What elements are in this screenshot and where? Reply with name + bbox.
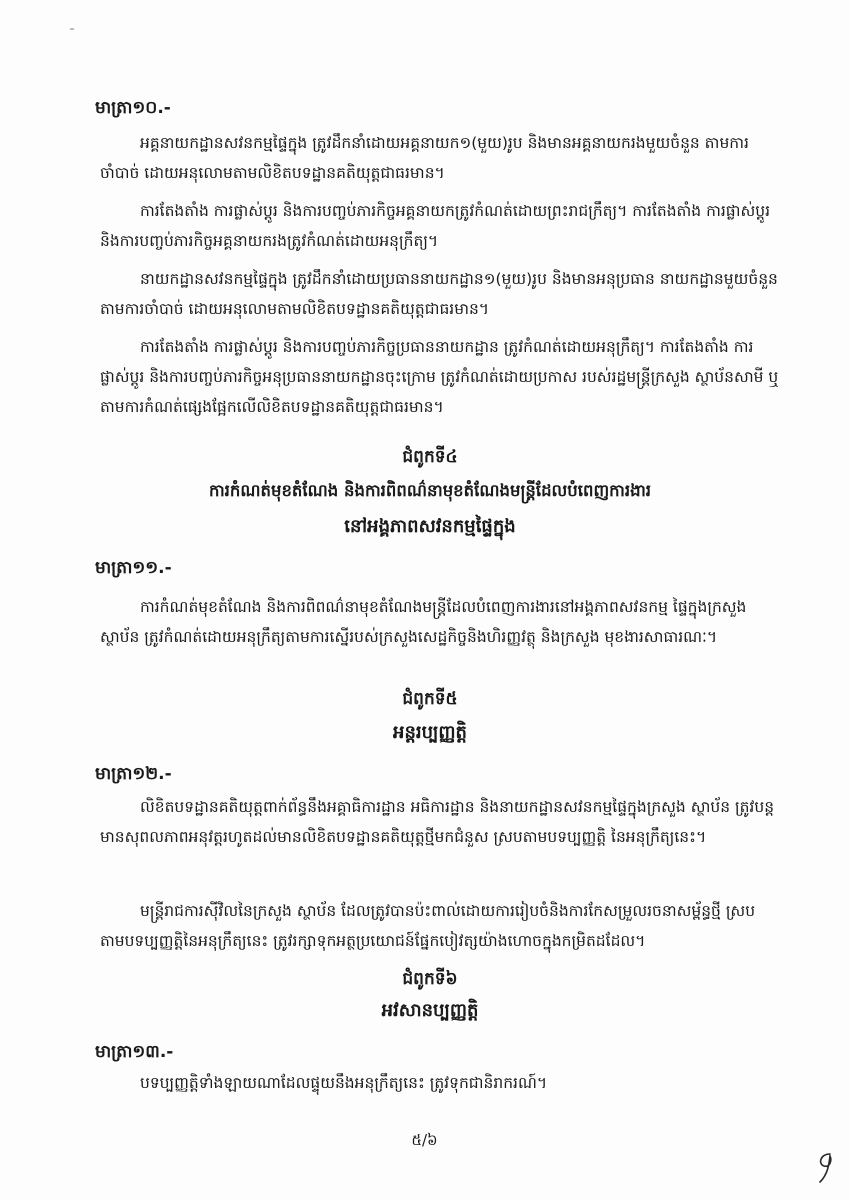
article-12-paragraph-2	[100, 896, 780, 956]
article-11-paragraph-1-text: ការកំណត់មុខតំណែង និងការពិពណ៌នាមុខតំណែងមន្ត្រីដែលបំពេញការងារនៅអង្គភាពសវនកម្ម ផ្ទៃក្នុងក្រសួង ស្ថាប័ន ត្រូវកំណត់ដោយអនុក្រឹត្យតាមការស្នើរបស់ក្រសួងសេដ្ឋកិច្ចនិងហិរញ្ញវត្ថុ និងក្រសួង មុខងារសាធារណៈ។	[100, 598, 747, 646]
article-10-paragraph-4	[100, 332, 780, 422]
article-13-heading: មាត្រា១៣.-	[95, 1042, 174, 1062]
chapter-5-heading: ជំពូកទី៥	[402, 689, 458, 709]
article-12-paragraph-2-text: មន្ត្រីរាជការស៊ីវិលនៃក្រសួង ស្ថាប័ន ដែលត្រូវបានប៉ះពាល់ដោយការរៀបចំនិងការកែសម្រួលរចនាសម្ព័ន្ធថ្មី ស្របតាមបទប្បញ្ញត្តិនៃអនុក្រឹត្យនេះ ត្រូវរក្សាទុកអត្ថប្រយោជន៍ផ្នែកបៀវត្សយ៉ាងហោចក្នុងកម្រិតដដែល។	[100, 902, 756, 950]
handwritten-initials	[814, 1150, 838, 1184]
article-10-paragraph-4-text: ការតែងតាំង ការផ្លាស់ប្តូរ និងការបញ្ចប់ភារកិច្ចប្រធាននាយកដ្ឋាន ត្រូវកំណត់ដោយអនុក្រឹត្យ។ ការតែងតាំង ការផ្លាស់ប្តូរ និងការបញ្ចប់ភារកិច្ចអនុប្រធាននាយកដ្ឋានចុះក្រោម ត្រូវកំណត់ដោយប្រកាស របស់រដ្ឋមន្ត្រីក្រសួង ស្ថាប័នសាមី ឬតាមការកំណត់ផ្សេងផ្អែកលើលិខិតបទដ្ឋានគតិយុត្តជាធរមាន។	[100, 338, 779, 416]
article-12-heading: មាត្រា១២.-	[95, 764, 172, 784]
article-13-paragraph-1-text: បទប្បញ្ញត្តិទាំងឡាយណាដែលផ្ទុយនឹងអនុក្រឹត្យនេះ ត្រូវទុកជានិរាករណ៍។	[140, 1074, 548, 1092]
page-number: ៥/៦	[411, 1131, 438, 1149]
article-10-paragraph-2	[100, 196, 780, 256]
scan-speck	[70, 28, 74, 30]
article-10-heading: មាត្រា១០.-	[95, 98, 171, 118]
article-11-heading: មាត្រា១១.-	[95, 558, 172, 578]
article-10-paragraph-3	[100, 264, 780, 324]
chapter-5-title: អន្តរប្បញ្ញត្តិ	[393, 722, 467, 743]
chapter-6-title: អវសានប្បញ្ញត្តិ	[381, 1000, 479, 1021]
article-13-paragraph-1	[100, 1068, 780, 1098]
article-10-paragraph-1-text: អគ្គនាយកដ្ឋានសវនកម្មផ្ទៃក្នុង ត្រូវដឹកនាំដោយអគ្គនាយក១(មួយ)រូប និងមានអគ្គនាយករងមួយចំនួន តាមការចាំបាច់ ដោយអនុលោមតាមលិខិតបទដ្ឋានគតិយុត្តជាធរមាន។	[100, 134, 749, 182]
article-11-paragraph-1	[100, 592, 780, 652]
article-10-paragraph-1	[100, 128, 780, 188]
chapter-6-heading: ជំពូកទី៦	[402, 969, 458, 989]
article-12-paragraph-1-text: លិខិតបទដ្ឋានគតិយុត្តពាក់ព័ន្ធនឹងអគ្គាធិការដ្ឋាន អធិការដ្ឋាន និងនាយកដ្ឋានសវនកម្មផ្ទៃក្នុងក្រសួង ស្ថាប័ន ត្រូវបន្តមានសុពលភាពអនុវត្តរហូតដល់មានលិខិតបទដ្ឋានគតិយុត្តថ្មីមកជំនួស ស្របតាមបទប្បញ្ញត្តិ នៃអនុក្រឹត្យនេះ។	[100, 798, 775, 846]
chapter-4-title-line-1: ការកំណត់មុខតំណែង និងការពិពណ៌នាមុខតំណែងមន្ត្រីដែលបំពេញការងារ	[208, 481, 652, 500]
article-10-paragraph-3-text: នាយកដ្ឋានសវនកម្មផ្ទៃក្នុង ត្រូវដឹកនាំដោយប្រធាននាយកដ្ឋាន១(មួយ)រូប និងមានអនុប្រធាន នាយកដ្ឋានមួយចំនួនតាមការចាំបាច់ ដោយអនុលោមតាមលិខិតបទដ្ឋានគតិយុត្តជាធរមាន។	[100, 270, 778, 318]
article-12-paragraph-1	[100, 792, 780, 852]
chapter-4-heading: ជំពូកទី៤	[402, 447, 458, 467]
chapter-4-title-line-2: នៅអង្គភាពសវនកម្មផ្ទៃក្នុង	[344, 516, 516, 537]
article-10-paragraph-2-text: ការតែងតាំង ការផ្លាស់ប្តូរ និងការបញ្ចប់ភារកិច្ចអគ្គនាយកត្រូវកំណត់ដោយព្រះរាជក្រឹត្យ។ ការតែងតាំង ការផ្លាស់ប្តូរ និងការបញ្ចប់ភារកិច្ចអគ្គនាយករងត្រូវកំណត់ដោយអនុក្រឹត្យ។	[100, 202, 771, 250]
